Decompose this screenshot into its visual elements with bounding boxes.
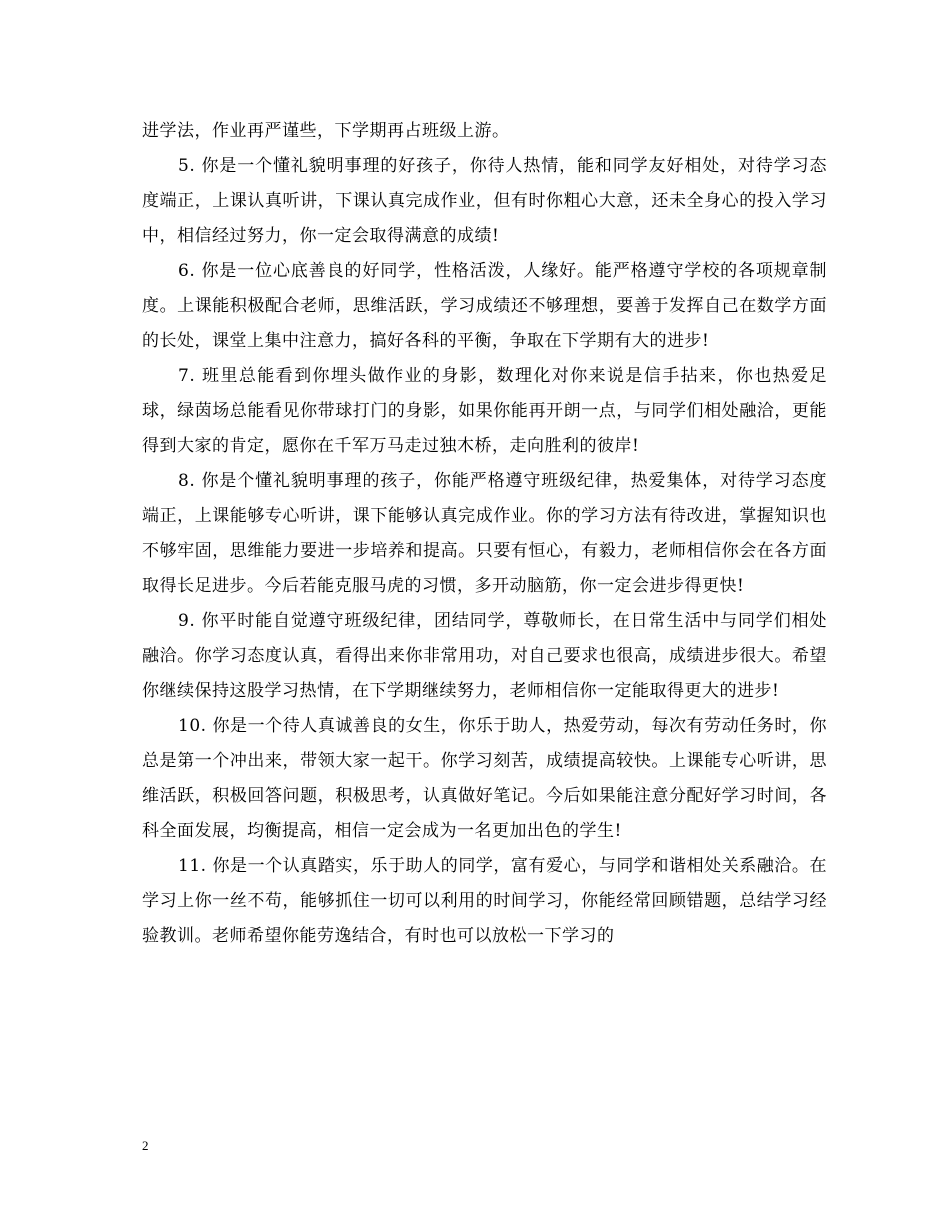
document-body	[142, 114, 827, 954]
paragraph-comment-11: 11. 你是一个认真踏实，乐于助人的同学，富有爱心，与同学和谐相处关系融洽。在学习上你一丝不苟，能够抓住一切可以利用的时间学习，你能经常回顾错题，总结学习经验教训。老师希望你能劳逸结合，有时也可以放松一下学习的	[142, 856, 827, 946]
paragraph-comment-7: 7. 班里总能看到你埋头做作业的身影，数理化对你来说是信手拈来，你也热爱足球，绿茵场总能看见你带球打门的身影，如果你能再开朗一点，与同学们相处融洽，更能得到大家的肯定，愿你在千军万马走过独木桥，走向胜利的彼岸!	[142, 366, 827, 456]
page-number: 2	[142, 1138, 149, 1153]
paragraph-comment-9: 9. 你平时能自觉遵守班级纪律，团结同学，尊敬师长，在日常生活中与同学们相处融洽。你学习态度认真，看得出来你非常用功，对自己要求也很高，成绩进步很大。希望你继续保持这股学习热情，在下学期继续努力，老师相信你一定能取得更大的进步!	[142, 611, 827, 701]
paragraph-comment-8: 8. 你是个懂礼貌明事理的孩子，你能严格遵守班级纪律，热爱集体，对待学习态度端正，上课能够专心听讲，课下能够认真完成作业。你的学习方法有待改进，掌握知识也不够牢固，思维能力要进一步培养和提高。只要有恒心，有毅力，老师相信你会在各方面取得长足进步。今后若能克服马虎的习惯，多开动脑筋，你一定会进步得更快!	[142, 471, 827, 596]
paragraph-continuation: 进学法，作业再严谨些，下学期再占班级上游。	[142, 121, 510, 141]
paragraph-comment-10: 10. 你是一个待人真诚善良的女生，你乐于助人，热爱劳动，每次有劳动任务时，你总是第一个冲出来，带领大家一起干。你学习刻苦，成绩提高较快。上课能专心听讲，思维活跃，积极回答问题，积极思考，认真做好笔记。今后如果能注意分配好学习时间，各科全面发展，均衡提高，相信一定会成为一名更加出色的学生!	[142, 716, 827, 841]
paragraph-comment-6: 6. 你是一位心底善良的好同学，性格活泼，人缘好。能严格遵守学校的各项规章制度。上课能积极配合老师，思维活跃，学习成绩还不够理想，要善于发挥自己在数学方面的长处，课堂上集中注意力，搞好各科的平衡，争取在下学期有大的进步!	[142, 261, 827, 351]
paragraph-comment-5: 5. 你是一个懂礼貌明事理的好孩子，你待人热情，能和同学友好相处，对待学习态度端正，上课认真听讲，下课认真完成作业，但有时你粗心大意，还未全身心的投入学习中，相信经过努力，你一定会取得满意的成绩!	[142, 156, 827, 246]
